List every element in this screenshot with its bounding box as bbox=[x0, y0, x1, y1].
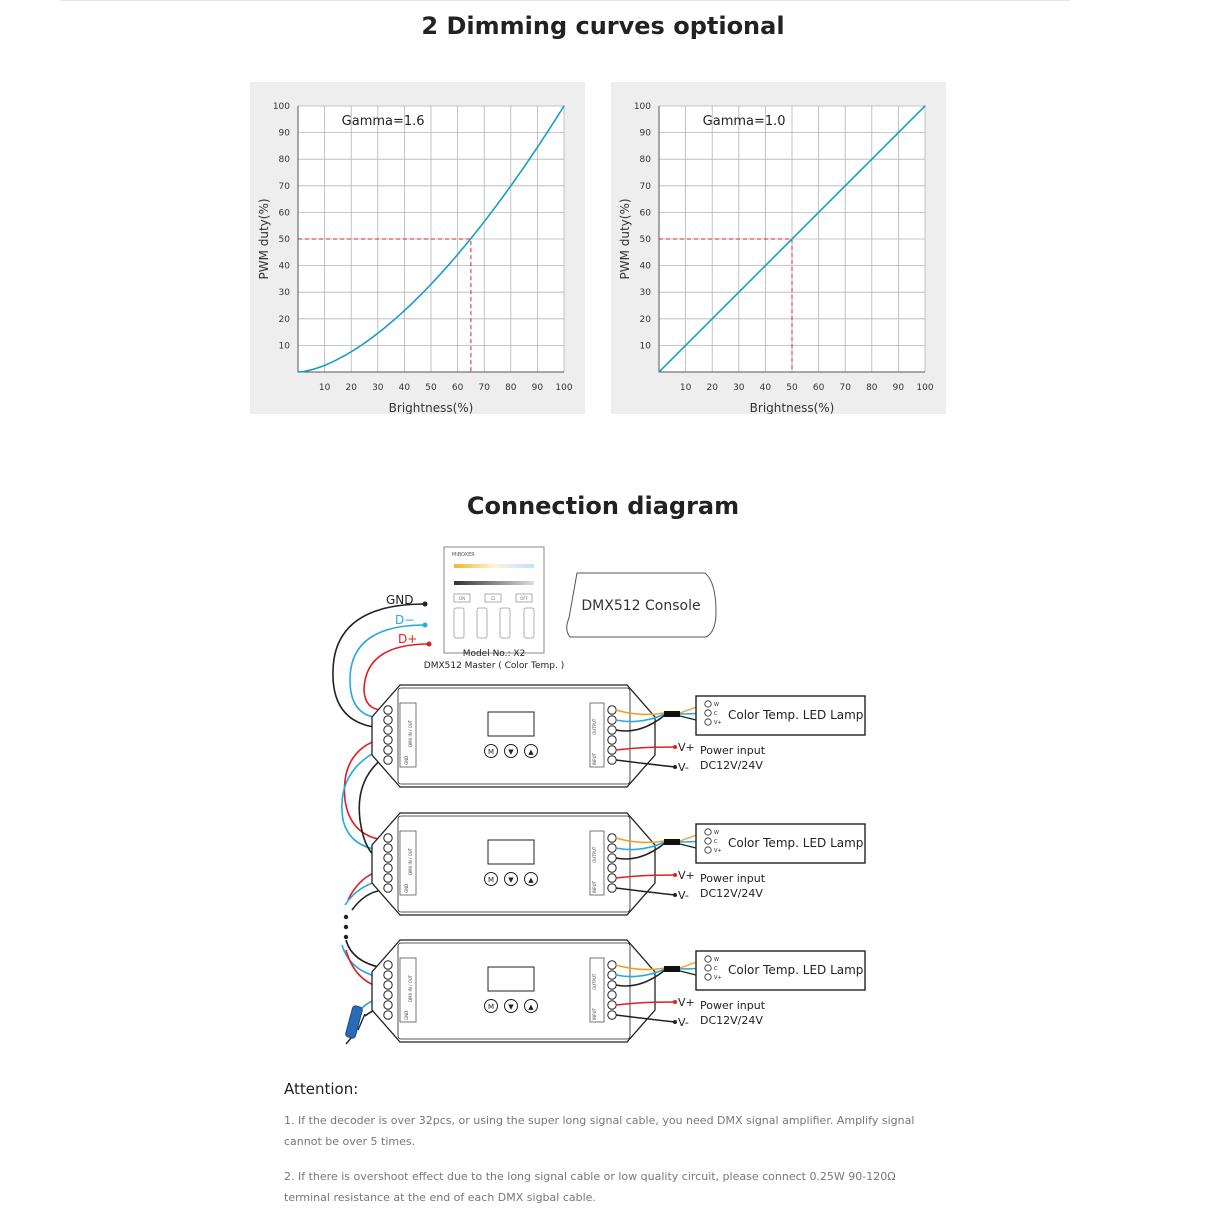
dmx-terminal-screw bbox=[384, 874, 392, 882]
y-axis-label: PWM duty(%) bbox=[618, 198, 632, 280]
dmx-in-out-label: DMX IN / OUT bbox=[408, 719, 413, 747]
curve-data-point bbox=[924, 105, 925, 106]
decoder-display bbox=[488, 712, 534, 736]
output-terminal-screw bbox=[608, 961, 616, 969]
dmx-terminal-screw bbox=[384, 844, 392, 852]
decoder-unit bbox=[372, 685, 865, 787]
output-terminal-screw bbox=[608, 854, 616, 862]
lamp-pin-label: W bbox=[714, 702, 719, 708]
output-terminal-screw bbox=[608, 874, 616, 882]
dmx-terminal-screw bbox=[384, 1001, 392, 1009]
dmx-terminal-screw bbox=[384, 834, 392, 842]
y-tick-label: 100 bbox=[633, 102, 651, 112]
x-axis-label: Brightness(%) bbox=[749, 401, 835, 414]
lamp-label: Color Temp. LED Lamp bbox=[728, 836, 864, 850]
lamp-pin-label: C bbox=[714, 711, 718, 717]
gnd-side-label: GND bbox=[404, 883, 409, 893]
gamma-1-0-svg bbox=[611, 82, 946, 414]
lamp-pin-label: V+ bbox=[714, 848, 722, 854]
dmx-terminal-screw bbox=[384, 971, 392, 979]
gnd-label: GND bbox=[386, 593, 414, 607]
gamma-1-0-chart bbox=[611, 82, 946, 414]
curve-data-point bbox=[404, 310, 405, 311]
output-terminal-screw bbox=[608, 746, 616, 754]
power-input-label: Power input bbox=[700, 999, 766, 1012]
vminus-label: V- bbox=[678, 889, 689, 902]
connection-diagram bbox=[0, 530, 1206, 1060]
curve-data-point bbox=[470, 238, 471, 239]
decoder-display bbox=[488, 840, 534, 864]
y-tick-label: 90 bbox=[639, 128, 651, 139]
y-tick-label: 30 bbox=[278, 288, 290, 299]
vminus-dot bbox=[673, 893, 677, 897]
x-tick-label: 60 bbox=[451, 383, 464, 393]
attention-note-2: 2. If there is overshoot effect due to the long signal cable or low quality circuit, please connect 0.25W 90-120Ω terminal resistance at the end of each DMX sigbal cable. bbox=[284, 1170, 896, 1204]
power-voltage-label: DC12V/24V bbox=[700, 759, 763, 772]
down-button-label: ▼ bbox=[508, 1003, 514, 1011]
y-tick-label: 90 bbox=[278, 128, 290, 139]
cable-sleeve bbox=[664, 711, 680, 717]
up-button-label: ▲ bbox=[528, 748, 534, 756]
y-tick-label: 80 bbox=[278, 155, 290, 166]
dimming-curves-title: 2 Dimming curves optional bbox=[421, 12, 785, 40]
up-button-label: ▲ bbox=[528, 1003, 534, 1011]
x-tick-label: 90 bbox=[531, 383, 544, 393]
curve-data-point bbox=[351, 351, 352, 352]
gnd-side-label: GND bbox=[404, 755, 409, 765]
lamp-pin-label: V+ bbox=[714, 975, 722, 981]
x-tick-label: 10 bbox=[679, 383, 692, 393]
y-tick-label: 10 bbox=[639, 341, 651, 352]
chart-title: Gamma=1.0 bbox=[702, 114, 786, 129]
output-terminal-screw bbox=[608, 884, 616, 892]
y-tick-label: 20 bbox=[278, 314, 290, 325]
vplus-dot bbox=[673, 873, 677, 877]
connection-diagram-title: Connection diagram bbox=[466, 492, 740, 520]
curve-data-point bbox=[563, 105, 564, 106]
console-label: DMX512 Console bbox=[581, 598, 701, 614]
continuation-dots bbox=[344, 915, 348, 939]
down-button-label: ▼ bbox=[508, 876, 514, 884]
dplus-label: D+ bbox=[398, 632, 418, 646]
power-voltage-label: DC12V/24V bbox=[700, 887, 763, 900]
curve-data-point bbox=[791, 238, 792, 239]
power-input-label: Power input bbox=[700, 872, 766, 885]
x-tick-label: 40 bbox=[398, 383, 411, 393]
lamp-pin-label: C bbox=[714, 839, 718, 845]
dminus-label: D− bbox=[395, 613, 415, 627]
remote-brand: MiBOXER bbox=[452, 552, 475, 558]
x-tick-label: 50 bbox=[425, 383, 437, 393]
dmx-terminal-screw bbox=[384, 854, 392, 862]
output-label: OUTPUT bbox=[592, 973, 597, 990]
y-tick-label: 50 bbox=[278, 235, 290, 245]
y-tick-label: 20 bbox=[639, 314, 651, 325]
vplus-label: V+ bbox=[678, 996, 695, 1009]
output-terminal-screw bbox=[608, 706, 616, 714]
dmx-terminal-screw bbox=[384, 736, 392, 744]
vplus-label: V+ bbox=[678, 869, 695, 882]
power-input-label: Power input bbox=[700, 744, 766, 757]
dmx512-console bbox=[567, 573, 716, 637]
output-label: OUTPUT bbox=[592, 846, 597, 863]
vplus-label: V+ bbox=[678, 741, 695, 754]
y-tick-label: 60 bbox=[639, 208, 651, 219]
x-tick-label: 10 bbox=[318, 383, 331, 393]
output-terminal-screw bbox=[608, 844, 616, 852]
vminus-dot bbox=[673, 1020, 677, 1024]
mode-button-label: M bbox=[487, 1003, 495, 1011]
x-tick-label: 30 bbox=[372, 383, 384, 393]
up-button-label: ▲ bbox=[528, 876, 534, 884]
x-tick-label: 30 bbox=[733, 383, 745, 393]
y-tick-label: 60 bbox=[278, 208, 290, 219]
lamp-label: Color Temp. LED Lamp bbox=[728, 963, 864, 977]
x-tick-label: 50 bbox=[786, 383, 798, 393]
dmx-terminal-screw bbox=[384, 726, 392, 734]
dmx-terminal-screw bbox=[384, 756, 392, 764]
dmx-terminal-screw bbox=[384, 981, 392, 989]
y-tick-label: 70 bbox=[639, 181, 651, 192]
dmx-terminal-screw bbox=[384, 716, 392, 724]
curve-data-point bbox=[457, 254, 458, 255]
curve-data-point bbox=[430, 284, 431, 285]
vminus-label: V- bbox=[678, 761, 689, 774]
lamp-pin bbox=[705, 956, 711, 962]
attention-section bbox=[284, 1080, 924, 1222]
chart-title: Gamma=1.6 bbox=[341, 114, 425, 129]
output-terminal-screw bbox=[608, 736, 616, 744]
x-tick-label: 80 bbox=[866, 383, 878, 393]
decoder-units bbox=[372, 685, 865, 1042]
terminal-resistor bbox=[345, 1005, 365, 1044]
curve-data-point bbox=[510, 185, 511, 186]
vplus-dot bbox=[673, 745, 677, 749]
y-tick-label: 10 bbox=[278, 341, 290, 352]
cable-sleeve bbox=[664, 839, 680, 845]
output-terminal-screw bbox=[608, 864, 616, 872]
input-label: INPUT bbox=[592, 753, 597, 765]
dmx-terminal-screw bbox=[384, 1011, 392, 1019]
x-tick-label: 20 bbox=[706, 383, 718, 393]
power-voltage-label: DC12V/24V bbox=[700, 1014, 763, 1027]
lamp-pin bbox=[705, 838, 711, 844]
down-button-label: ▼ bbox=[508, 748, 514, 756]
curve-data-point bbox=[377, 333, 378, 334]
dmx-in-out-label: DMX IN / OUT bbox=[408, 847, 413, 875]
y-axis-label: PWM duty(%) bbox=[257, 198, 271, 280]
lamp-label: Color Temp. LED Lamp bbox=[728, 708, 864, 722]
lamp-pin-label: W bbox=[714, 957, 719, 963]
y-tick-label: 40 bbox=[639, 261, 651, 272]
vminus-label: V- bbox=[678, 1016, 689, 1029]
remote-btn-off: OFF bbox=[520, 596, 528, 601]
attention-heading: Attention: bbox=[284, 1080, 359, 1098]
lamp-pin bbox=[705, 847, 711, 853]
y-tick-label: 50 bbox=[639, 235, 651, 245]
curve-data-point bbox=[324, 365, 325, 366]
remote-model: Model No.: X2 bbox=[462, 649, 526, 659]
x-tick-label: 40 bbox=[759, 383, 772, 393]
output-terminal-screw bbox=[608, 756, 616, 764]
x-axis-label: Brightness(%) bbox=[388, 401, 474, 414]
output-terminal-screw bbox=[608, 1011, 616, 1019]
decoder-unit bbox=[372, 940, 865, 1042]
y-tick-label: 80 bbox=[639, 155, 651, 166]
mode-button-label: M bbox=[487, 748, 495, 756]
curve-data-point bbox=[658, 371, 659, 372]
output-terminal-screw bbox=[608, 726, 616, 734]
remote-desc: DMX512 Master ( Color Temp. ) bbox=[423, 661, 565, 671]
x-tick-label: 80 bbox=[505, 383, 517, 393]
y-tick-label: 40 bbox=[278, 261, 290, 272]
dmx-terminal-screw bbox=[384, 706, 392, 714]
x-tick-label: 90 bbox=[892, 383, 905, 393]
lamp-pin-label: W bbox=[714, 830, 719, 836]
mode-button-label: M bbox=[487, 876, 495, 884]
remote-btn-mid: ⊡ bbox=[490, 596, 496, 602]
output-terminal-screw bbox=[608, 981, 616, 989]
curve-data-point bbox=[537, 147, 538, 148]
vplus-dot bbox=[673, 1000, 677, 1004]
gamma-1-6-chart bbox=[250, 82, 585, 414]
x-tick-label: 20 bbox=[345, 383, 357, 393]
dmx-terminal-screw bbox=[384, 884, 392, 892]
dmx-in-out-label: DMX IN / OUT bbox=[408, 974, 413, 1002]
x-tick-label: 70 bbox=[478, 383, 490, 393]
lamp-pin bbox=[705, 965, 711, 971]
x-tick-label: 100 bbox=[555, 383, 573, 393]
dmx-terminal-screw bbox=[384, 991, 392, 999]
output-terminal-screw bbox=[608, 716, 616, 724]
lamp-pin bbox=[705, 719, 711, 725]
curve-data-point bbox=[484, 221, 485, 222]
dmx-terminal-screw bbox=[384, 746, 392, 754]
brightness-slider-strip bbox=[454, 581, 534, 585]
lamp-pin bbox=[705, 701, 711, 707]
x-tick-label: 100 bbox=[916, 383, 934, 393]
lamp-pin bbox=[705, 974, 711, 980]
remote-panel bbox=[424, 547, 564, 671]
top-divider bbox=[60, 0, 1070, 1]
decoder-unit bbox=[372, 813, 865, 915]
lamp-pin-label: V+ bbox=[714, 720, 722, 726]
x-tick-label: 70 bbox=[839, 383, 851, 393]
output-terminal-screw bbox=[608, 834, 616, 842]
decoder-display bbox=[488, 967, 534, 991]
input-label: INPUT bbox=[592, 1008, 597, 1020]
vminus-dot bbox=[673, 765, 677, 769]
dmx-terminal-screw bbox=[384, 961, 392, 969]
output-label: OUTPUT bbox=[592, 718, 597, 735]
gamma-1-6-svg bbox=[250, 82, 585, 414]
lamp-pin bbox=[705, 829, 711, 835]
x-tick-label: 60 bbox=[812, 383, 825, 393]
curve-data-point bbox=[297, 371, 298, 372]
output-terminal-screw bbox=[608, 971, 616, 979]
input-label: INPUT bbox=[592, 881, 597, 893]
output-terminal-screw bbox=[608, 991, 616, 999]
color-temp-slider-strip bbox=[454, 564, 534, 568]
remote-btn-on: ON bbox=[458, 596, 466, 601]
y-tick-label: 70 bbox=[278, 181, 290, 192]
lamp-pin bbox=[705, 710, 711, 716]
dmx-terminal-screw bbox=[384, 864, 392, 872]
attention-note-1: 1. If the decoder is over 32pcs, or using the super long signal cable, you need DMX signal amplifier. Amplify signal cannot be over 5 times. bbox=[284, 1114, 915, 1148]
cable-sleeve bbox=[664, 966, 680, 972]
y-tick-label: 30 bbox=[639, 288, 651, 299]
output-terminal-screw bbox=[608, 1001, 616, 1009]
y-tick-label: 100 bbox=[272, 102, 290, 112]
gnd-side-label: GND bbox=[404, 1010, 409, 1020]
lamp-pin-label: C bbox=[714, 966, 718, 972]
